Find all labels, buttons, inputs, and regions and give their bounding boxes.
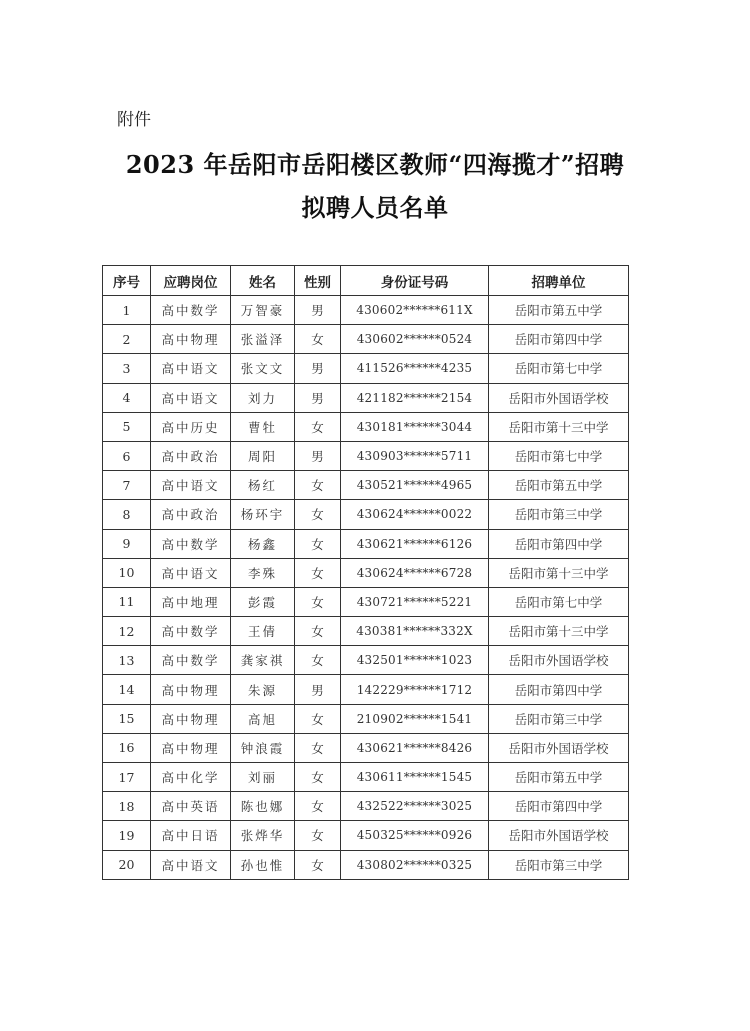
cell-employer: 岳阳市外国语学校	[489, 733, 629, 762]
cell-position: 高中历史	[151, 412, 231, 441]
cell-serial: 15	[103, 704, 151, 733]
cell-id-number: 421182******2154	[341, 383, 489, 412]
table-row	[103, 617, 629, 646]
cell-employer: 岳阳市第三中学	[489, 850, 629, 879]
cell-id-number: 430602******611X	[341, 296, 489, 325]
cell-position: 高中日语	[151, 821, 231, 850]
header-id-number: 身份证号码	[341, 266, 489, 296]
cell-employer: 岳阳市第四中学	[489, 325, 629, 354]
cell-id-number: 430602******0524	[341, 325, 489, 354]
document-subtitle: 拟聘人员名单	[301, 193, 449, 222]
cell-position: 高中语文	[151, 354, 231, 383]
table-row	[103, 354, 629, 383]
cell-gender: 女	[295, 471, 341, 500]
cell-employer: 岳阳市第四中学	[489, 792, 629, 821]
cell-serial: 9	[103, 529, 151, 558]
cell-position: 高中化学	[151, 763, 231, 792]
cell-id-number: 430621******8426	[341, 733, 489, 762]
cell-gender: 女	[295, 500, 341, 529]
table-row	[103, 558, 629, 587]
cell-gender: 女	[295, 646, 341, 675]
cell-name: 杨环宇	[231, 500, 295, 529]
cell-position: 高中物理	[151, 675, 231, 704]
cell-gender: 女	[295, 704, 341, 733]
cell-name: 张文文	[231, 354, 295, 383]
cell-position: 高中政治	[151, 500, 231, 529]
cell-id-number: 430721******5221	[341, 587, 489, 616]
table-row	[103, 850, 629, 879]
table-row	[103, 296, 629, 325]
table-row	[103, 325, 629, 354]
cell-employer: 岳阳市第十三中学	[489, 412, 629, 441]
cell-id-number: 430181******3044	[341, 412, 489, 441]
cell-id-number: 411526******4235	[341, 354, 489, 383]
cell-serial: 10	[103, 558, 151, 587]
table-row	[103, 383, 629, 412]
cell-id-number: 432522******3025	[341, 792, 489, 821]
cell-serial: 20	[103, 850, 151, 879]
cell-employer: 岳阳市第四中学	[489, 675, 629, 704]
table-body	[103, 296, 629, 880]
cell-employer: 岳阳市外国语学校	[489, 383, 629, 412]
table-row	[103, 412, 629, 441]
cell-name: 杨红	[231, 471, 295, 500]
cell-id-number: 430624******0022	[341, 500, 489, 529]
table-header-row	[103, 266, 629, 296]
cell-gender: 女	[295, 821, 341, 850]
table-row	[103, 587, 629, 616]
cell-id-number: 430802******0325	[341, 850, 489, 879]
cell-position: 高中物理	[151, 704, 231, 733]
table-row	[103, 675, 629, 704]
cell-employer: 岳阳市第五中学	[489, 296, 629, 325]
table-row	[103, 529, 629, 558]
cell-id-number: 142229******1712	[341, 675, 489, 704]
cell-id-number: 430903******5711	[341, 441, 489, 470]
cell-gender: 女	[295, 733, 341, 762]
cell-name: 杨鑫	[231, 529, 295, 558]
cell-name: 王倩	[231, 617, 295, 646]
cell-serial: 1	[103, 296, 151, 325]
cell-serial: 14	[103, 675, 151, 704]
cell-gender: 女	[295, 412, 341, 441]
cell-name: 孙也惟	[231, 850, 295, 879]
document-title: 2023 年岳阳市岳阳楼区教师“四海揽才”招聘	[125, 150, 625, 179]
table-row	[103, 500, 629, 529]
cell-serial: 5	[103, 412, 151, 441]
cell-position: 高中数学	[151, 646, 231, 675]
cell-employer: 岳阳市第七中学	[489, 354, 629, 383]
cell-name: 彭霞	[231, 587, 295, 616]
cell-gender: 女	[295, 850, 341, 879]
cell-employer: 岳阳市第十三中学	[489, 558, 629, 587]
cell-id-number: 210902******1541	[341, 704, 489, 733]
header-employer: 招聘单位	[489, 266, 629, 296]
cell-serial: 2	[103, 325, 151, 354]
cell-serial: 16	[103, 733, 151, 762]
cell-gender: 男	[295, 383, 341, 412]
cell-name: 高旭	[231, 704, 295, 733]
table-row	[103, 792, 629, 821]
header-gender: 性别	[295, 266, 341, 296]
cell-gender: 女	[295, 529, 341, 558]
cell-name: 张溢泽	[231, 325, 295, 354]
cell-name: 张烨华	[231, 821, 295, 850]
cell-gender: 男	[295, 354, 341, 383]
attachment-label: 附件	[117, 110, 151, 130]
cell-employer: 岳阳市外国语学校	[489, 821, 629, 850]
cell-position: 高中政治	[151, 441, 231, 470]
cell-employer: 岳阳市第七中学	[489, 441, 629, 470]
cell-id-number: 430611******1545	[341, 763, 489, 792]
cell-serial: 7	[103, 471, 151, 500]
cell-name: 万智豪	[231, 296, 295, 325]
cell-gender: 女	[295, 325, 341, 354]
cell-employer: 岳阳市第五中学	[489, 471, 629, 500]
cell-gender: 男	[295, 441, 341, 470]
table-row	[103, 763, 629, 792]
cell-gender: 女	[295, 792, 341, 821]
table-row	[103, 471, 629, 500]
header-name: 姓名	[231, 266, 295, 296]
cell-position: 高中物理	[151, 733, 231, 762]
cell-position: 高中语文	[151, 383, 231, 412]
cell-serial: 3	[103, 354, 151, 383]
cell-name: 龚家祺	[231, 646, 295, 675]
cell-name: 钟浪霞	[231, 733, 295, 762]
table-row	[103, 821, 629, 850]
cell-id-number: 430624******6728	[341, 558, 489, 587]
cell-name: 曹牡	[231, 412, 295, 441]
table-row	[103, 646, 629, 675]
cell-id-number: 430381******332X	[341, 617, 489, 646]
cell-serial: 8	[103, 500, 151, 529]
cell-serial: 11	[103, 587, 151, 616]
cell-name: 陈也娜	[231, 792, 295, 821]
cell-employer: 岳阳市第三中学	[489, 500, 629, 529]
cell-gender: 女	[295, 617, 341, 646]
cell-position: 高中语文	[151, 558, 231, 587]
cell-position: 高中数学	[151, 296, 231, 325]
cell-position: 高中数学	[151, 529, 231, 558]
cell-position: 高中地理	[151, 587, 231, 616]
cell-serial: 4	[103, 383, 151, 412]
cell-serial: 13	[103, 646, 151, 675]
cell-serial: 12	[103, 617, 151, 646]
cell-position: 高中数学	[151, 617, 231, 646]
candidate-table	[102, 265, 629, 880]
cell-gender: 女	[295, 587, 341, 616]
cell-id-number: 430621******6126	[341, 529, 489, 558]
cell-name: 刘丽	[231, 763, 295, 792]
cell-name: 朱源	[231, 675, 295, 704]
cell-id-number: 450325******0926	[341, 821, 489, 850]
cell-gender: 女	[295, 558, 341, 587]
cell-serial: 17	[103, 763, 151, 792]
cell-position: 高中语文	[151, 850, 231, 879]
cell-serial: 6	[103, 441, 151, 470]
cell-name: 李殊	[231, 558, 295, 587]
cell-gender: 男	[295, 675, 341, 704]
cell-gender: 男	[295, 296, 341, 325]
header-serial: 序号	[103, 266, 151, 296]
cell-employer: 岳阳市第十三中学	[489, 617, 629, 646]
cell-position: 高中物理	[151, 325, 231, 354]
cell-gender: 女	[295, 763, 341, 792]
cell-employer: 岳阳市第七中学	[489, 587, 629, 616]
cell-position: 高中语文	[151, 471, 231, 500]
cell-employer: 岳阳市第五中学	[489, 763, 629, 792]
cell-id-number: 430521******4965	[341, 471, 489, 500]
cell-serial: 19	[103, 821, 151, 850]
cell-name: 周阳	[231, 441, 295, 470]
cell-position: 高中英语	[151, 792, 231, 821]
cell-employer: 岳阳市外国语学校	[489, 646, 629, 675]
cell-employer: 岳阳市第四中学	[489, 529, 629, 558]
cell-name: 刘力	[231, 383, 295, 412]
table-row	[103, 441, 629, 470]
cell-serial: 18	[103, 792, 151, 821]
table-row	[103, 704, 629, 733]
header-position: 应聘岗位	[151, 266, 231, 296]
cell-id-number: 432501******1023	[341, 646, 489, 675]
table-row	[103, 733, 629, 762]
cell-employer: 岳阳市第三中学	[489, 704, 629, 733]
